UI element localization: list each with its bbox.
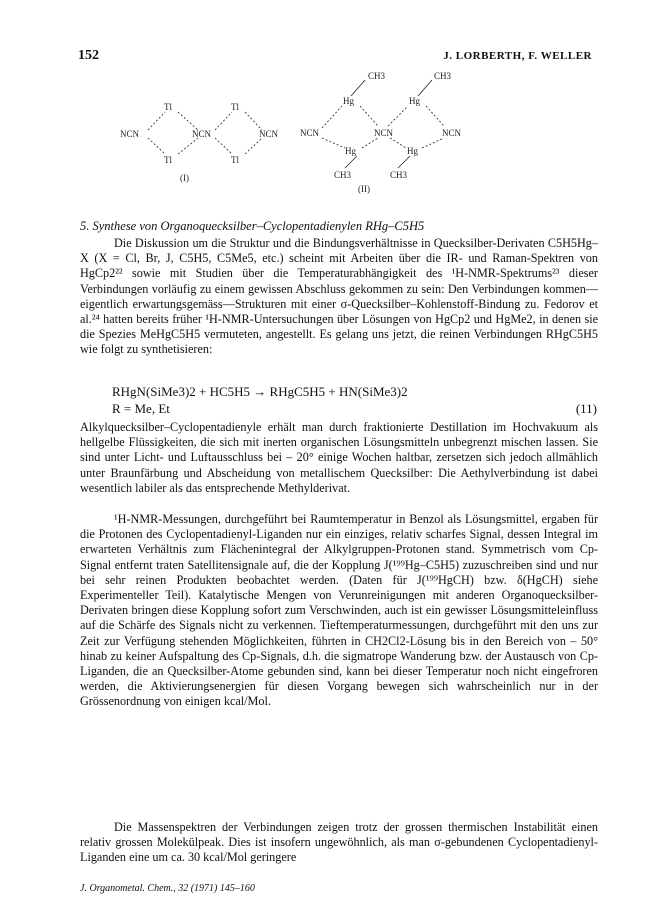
structure-II <box>322 80 444 168</box>
paragraph-3 <box>80 512 598 710</box>
paragraph-text: Die Diskussion um die Struktur und die Bindungsverhältnisse in Quecksilber-Derivaten C5H5Hg–X (X = Cl, Br, J, C5H5, C5Me5, etc.) scheint mit Arbeiten über die IR- und Raman-Spektren von HgCp2²² sowie mit Studien über die Temperaturabhängigkeit des ¹H-NMR-Spektrums²³ dieser Verbindungen vorläufig zu einem gewissen Abschluss gekommen zu sein: Den Verbindungen kommen—eigentlich erwartungsgemäss—Strukturen mit einer σ-Quecksilber–Kohlenstoff-Bindung zu. Fedorov et al.²⁴ hatten bereits früher ¹H-NMR-Untersuchungen über Lösungen von HgCp2 und HgMe2, in denen sie die Spezies MeHgC5H5 vermuteten, angestellt. Es gelang uns jetzt, die reinen Verbindungen RHgC5H5 wie folgt zu synthetisieren: <box>80 236 598 357</box>
tl-atom: Tl <box>231 155 239 165</box>
paragraph-text: Die Massenspektren der Verbindungen zeigen trotz der grossen thermischen Instabilität einen relativ grossen Molekülpeak. Dies ist insofern ungewöhnlich, als man σ-gebundenen Cyclopentadienyl-Liganden eine um ca. 30 kcal/Mol geringere <box>80 820 598 865</box>
tl-atom: Tl <box>164 155 172 165</box>
ncn-group: NCN <box>300 128 320 138</box>
ncn-group: NCN <box>259 129 279 139</box>
paragraph-text: ¹H-NMR-Messungen, durchgeführt bei Raumtemperatur in Benzol als Lösungsmittel, ergaben für die Protonen des Cyclopentadienyl-Liganden nur ein einziges, relativ scharfes Signal, dessen Integral im erwarteten Verhältnis zum Flächenintegral der Alkylgruppen-Protonen stand. Symmetrisch vom Cp-Signal entfernt traten Satellitensignale auf, die der Kopplung J(¹⁹⁹Hg–C5H5) zuzuschreiben sind und nur bei sehr reinen Produkten beobachtet werden. (Daten für J(¹⁹⁹HgCH) bzw. δ(HgCH) siehe Experimenteller Teil). Katalytische Mengen von Verunreinigungen mit anderen Organoquecksilber-Derivaten bringen diese Kopplung sofort zum Verschwinden, auch ist ein gewisser Lösungsmitteleinfluss auf die Schärfe des Signals nicht zu verkennen. Tieftemperaturmessungen, durchgeführt mit den uns zur Zeit zur Verfügung stehenden Möglichkeiten, führten in CH2Cl2-Lösung bis in den Bereich von – 50° hinab zu keiner Aufspaltung des Cp-Signals, d.h. die sigmatrope Wanderung bzw. der Austausch von Cp-Liganden, die an Quecksilber-Atome gebunden sind, kann bei dieser Temperatur noch nicht eingefroren werden, die Aktivierungsenergien für diesen Vorgang bewegen sich wahrscheinlich nur in der Grössenordnung von einigen kcal/Mol. <box>80 512 598 709</box>
paragraph-4 <box>80 820 598 866</box>
methyl-group: CH3 <box>434 71 452 81</box>
paragraph-1 <box>80 236 598 358</box>
paragraph-text: Alkylquecksilber–Cyclopentadienyle erhält man durch fraktionierte Destillation im Hochvakuum als hellgelbe Flüssigkeiten, die sich mit inerten organischen Lösungsmitteln unbegrenzt mischen lassen. Sie sind unter Licht- und Luftausschluss bei – 20° einige Wochen haltbar, zersetzen sich jedoch allmählich unter Braunfärbung und Abscheidung von metallischem Quecksilber: Die Aethylverbindung ist dabei wesentlich labiler als das entsprechende Methylderivat. <box>80 420 598 495</box>
hg-atom: Hg <box>345 146 356 156</box>
hg-atom: Hg <box>407 146 418 156</box>
running-header-authors: J. LORBERTH, F. WELLER <box>443 50 592 62</box>
equation-line-2: R = Me, Et <box>112 401 170 416</box>
structure-label-I: (I) <box>180 173 189 183</box>
methyl-group: CH3 <box>334 170 352 180</box>
chemical-structures <box>0 68 672 198</box>
journal-footer: J. Organometal. Chem., 32 (1971) 145–160 <box>80 883 255 894</box>
equation-line-1: RHgN(SiMe3)2 + HC5H5 → RHgC5H5 + HN(SiMe3)2 <box>112 384 408 399</box>
equation-number: (11) <box>575 401 597 416</box>
paragraph-2 <box>80 420 598 496</box>
ncn-group: NCN <box>374 128 394 138</box>
hg-atom: Hg <box>343 96 354 106</box>
hg-atom: Hg <box>409 96 420 106</box>
methyl-group: CH3 <box>368 71 386 81</box>
tl-atom: Tl <box>164 102 172 112</box>
methyl-group: CH3 <box>390 170 408 180</box>
ncn-group: NCN <box>192 129 212 139</box>
ncn-group: NCN <box>442 128 462 138</box>
ncn-group: NCN <box>120 129 140 139</box>
structure-label-II: (II) <box>358 184 370 194</box>
tl-atom: Tl <box>231 102 239 112</box>
section-heading: 5. Synthese von Organoquecksilber–Cyclopentadienylen RHg–C5H5 <box>80 219 425 233</box>
page-number: 152 <box>78 48 99 63</box>
